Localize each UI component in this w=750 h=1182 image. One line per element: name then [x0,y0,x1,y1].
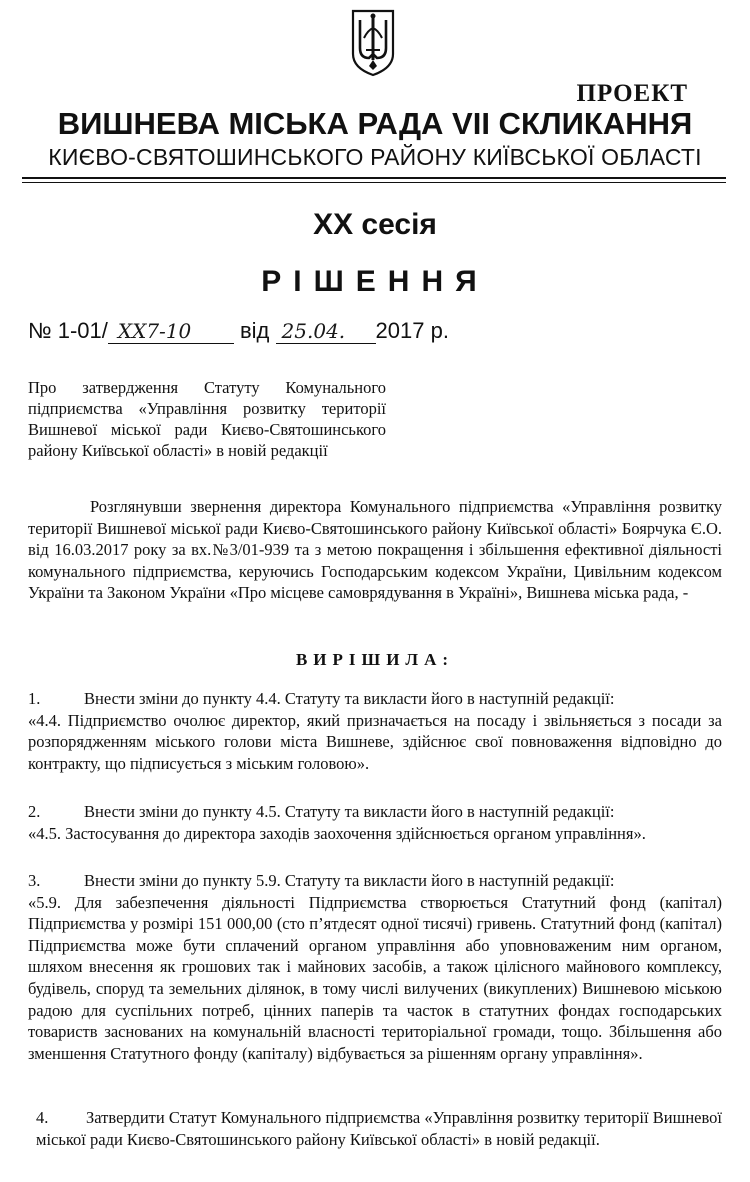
item-text: Внести зміни до пункту 5.9. Статуту та викласти його в наступній редакції: [84,871,615,890]
draft-label: ПРОЕКТ [576,80,688,107]
trident-emblem-icon [350,8,396,78]
list-item [28,688,722,774]
decision-number-line [28,318,449,344]
item-number: 4. [36,1108,49,1127]
date-label: від [239,318,270,343]
decision-subject: Про затвердження Статуту Комунального підприємства «Управління розвитку території Вишневої міської ради Києво-Святошинського району Київської області» в новій редакції [28,378,386,460]
item-number: 3. [28,871,41,890]
item-quote: «4.4. Підприємство очолює директор, який призначається на посаду і звільняється з посади за розпорядженням міського голови міста Вишневе, здійснює свої повноваження відповідно до контракту, що підписується з міським головою». [28,710,722,773]
preamble-paragraph: Розглянувши звернення директора Комунального підприємства «Управління розвитку території Вишневої міської ради Києво-Святошинського району Київської області» Боярчука Є.О. від 16.03.2017 року за вх.№3/01-939 та з метою покращення і збільшення ефективної діяльності комунального підприємства, керуючись Господарським кодексом України, Цивільним кодексом України та Законом України «Про місцеве самоврядування в Україні», Вишнева міська рада, - [28,497,722,603]
header-rule-thick [22,177,726,179]
item-text: Внести зміни до пункту 4.4. Статуту та викласти його в наступній редакції: [84,689,615,708]
district-name: КИЄВО-СВЯТОШИНСЬКОГО РАЙОНУ КИЇВСЬКОЇ ОБЛАСТІ [48,144,702,170]
item-text: Внести зміни до пункту 4.5. Статуту та викласти його в наступній редакції: [84,802,615,821]
list-item [36,1107,722,1150]
document-type: РІШЕННЯ [261,265,489,298]
resolved-heading: ВИРІШИЛА: [295,650,455,669]
year-text: 2017 р. [375,318,449,343]
number-prefix: № 1-01/ [28,318,108,343]
handwritten-date: 25.04. [276,319,376,344]
council-name: ВИШНЕВА МІСЬКА РАДА VII СКЛИКАННЯ [57,106,693,141]
list-item [28,870,722,1064]
item-quote: «4.5. Застосування до директора заходів заохочення здійснюється органом управління». [28,823,646,843]
item-number: 2. [28,802,41,821]
item-number: 1. [28,689,41,708]
handwritten-number: XX7-10 [108,319,234,344]
item-text: Затвердити Статут Комунального підприємства «Управління розвитку території Вишневої міської ради Києво-Святошинського району Київської області» в новій редакції. [36,1108,722,1149]
session-title: XX сесія [313,208,437,241]
list-item [28,801,722,844]
header-rule-thin [22,182,726,183]
item-quote: «5.9. Для забезпечення діяльності Підприємства створюється Статутний фонд (капітал) Підприємства у розмірі 151 000,00 (сто п’ятдесят одної тисячі) гривень. Статутний фонд (капітал) Підприємства може бути сплачений органом управління або уповноваженим ним органом, шляхом внесення як грошових так і майнових засобів, а також цілісного майнового комплексу, будівель, споруд та земельних ділянок, в тому числі вилучених (викуплених) Вишневою міською радою для суспільних потреб, цінних паперів та часток в статутних фондах господарських товариств заснованих на комунальній власності територіальної громади, тощо. Збільшення або зменшення Статутного фонду (капіталу) відбувається за рішенням органу управління». [28,892,722,1063]
